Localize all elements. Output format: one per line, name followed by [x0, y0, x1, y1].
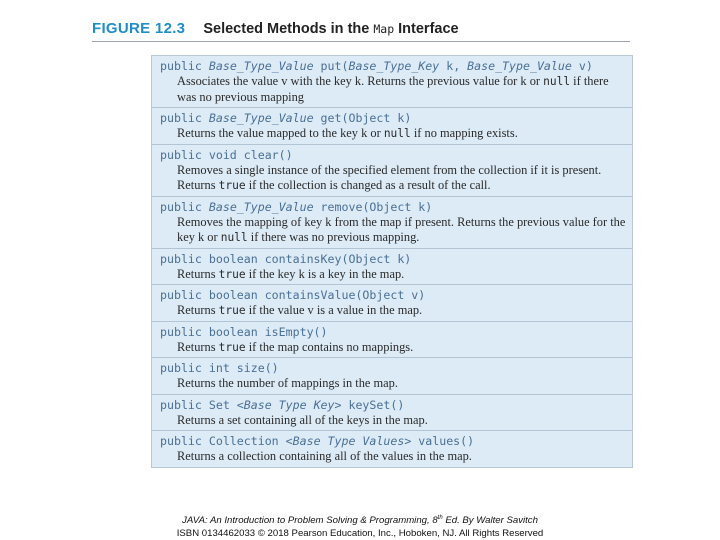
signature-part: public Set <: [160, 397, 244, 412]
signature-part: Base_Type_Key: [348, 59, 440, 73]
description-text: Removes a single instance of the specified element from the collection if it is present. Returns: [177, 162, 602, 192]
method-signature: [160, 361, 626, 376]
method-row: [152, 284, 632, 321]
figure-header: [92, 20, 630, 42]
method-signature: [160, 252, 626, 267]
description-code: null: [383, 127, 411, 140]
description-text: Returns a set containing all of the keys in the map.: [177, 412, 428, 427]
caption-edition-sup: th: [437, 515, 443, 521]
caption-book-title: JAVA: An Introduction to Problem Solving & Programming, 8: [182, 515, 438, 527]
method-description: [160, 413, 626, 429]
method-row: [152, 144, 632, 196]
description-text: Returns: [177, 303, 219, 317]
method-description: [160, 340, 626, 356]
signature-part: v): [571, 59, 593, 73]
slide-caption: [0, 512, 720, 540]
method-row: [152, 107, 632, 144]
signature-part: put(: [313, 59, 349, 73]
description-text: if there was no previous mapping.: [247, 230, 420, 244]
signature-part: public: [160, 199, 209, 214]
signature-part: public boolean containsValue(Object v): [160, 288, 426, 302]
method-signature: [160, 111, 626, 126]
method-signature: [160, 200, 626, 215]
method-signature: [160, 148, 626, 163]
figure-title-code: Map: [373, 22, 395, 36]
signature-part: > values(): [404, 434, 475, 448]
method-signature: [160, 434, 626, 449]
description-text: if there was no previous mapping: [177, 74, 609, 104]
signature-part: Base_Type_Value: [208, 199, 314, 214]
signature-part: public boolean isEmpty(): [160, 324, 328, 339]
method-row: [152, 430, 632, 467]
description-text: if no mapping exists.: [410, 126, 518, 140]
description-code: true: [218, 179, 246, 192]
description-code: true: [218, 267, 246, 281]
description-text: Removes the mapping of key k from the map if present. Returns the previous value for the key k or: [177, 214, 626, 244]
description-code: null: [220, 231, 248, 244]
signature-part: public void clear(): [160, 147, 293, 162]
signature-part: remove(Object k): [313, 199, 433, 214]
method-signature: [160, 59, 626, 74]
description-text: Returns the number of mappings in the map.: [177, 376, 398, 390]
description-code: true: [218, 340, 246, 354]
signature-part: public int size(): [160, 361, 279, 375]
description-text: Returns: [177, 266, 219, 281]
method-row: [152, 248, 632, 285]
method-description: [160, 449, 626, 465]
method-row: [152, 394, 632, 431]
signature-part: Base_Type_Value: [208, 59, 314, 73]
method-signature: [160, 325, 626, 340]
figure-title-post: Interface: [394, 21, 459, 37]
signature-part: Base Type Key: [243, 397, 335, 412]
signature-part: public: [160, 111, 209, 125]
method-description: [160, 126, 626, 142]
method-signature: [160, 288, 626, 303]
description-text: if the map contains no mappings.: [245, 339, 414, 354]
signature-part: public: [160, 59, 209, 73]
method-description: [160, 376, 626, 392]
description-code: true: [218, 304, 246, 317]
description-text: Returns the value mapped to the key k or: [177, 126, 384, 140]
method-row: [152, 196, 632, 248]
method-signature: [160, 398, 626, 413]
caption-edition-rest: Ed. By Walter Savitch: [442, 515, 538, 527]
signature-part: Base_Type_Value: [467, 59, 572, 73]
caption-book-line: [0, 512, 720, 528]
signature-part: Base Type Values: [292, 434, 405, 448]
method-description: [160, 74, 626, 105]
figure-label: FIGURE 12.3: [92, 20, 186, 37]
signature-part: public Collection <: [160, 434, 293, 448]
methods-table: [151, 55, 633, 468]
signature-part: > keySet(): [334, 397, 405, 412]
description-text: Associates the value v with the key k. Returns the previous value for k or: [177, 74, 544, 88]
description-text: Returns: [177, 339, 219, 354]
method-description: [160, 163, 626, 194]
method-description: [160, 303, 626, 319]
caption-isbn-line: ISBN 0134462033 © 2018 Pearson Education, Inc., Hoboken, NJ. All Rights Reserved: [176, 527, 544, 539]
description-text: Returns a collection containing all of the values in the map.: [177, 449, 472, 463]
description-text: if the key k is a key in the map.: [245, 266, 405, 281]
description-code: null: [543, 75, 571, 88]
method-row: [152, 357, 632, 394]
figure-title-pre: Selected Methods in the: [203, 21, 374, 37]
method-description: [160, 215, 626, 246]
signature-part: public boolean containsKey(Object k): [160, 251, 412, 266]
signature-part: Base_Type_Value: [208, 111, 314, 125]
method-row: [152, 56, 632, 107]
signature-part: get(Object k): [313, 111, 412, 125]
method-description: [160, 267, 626, 283]
signature-part: k,: [439, 59, 468, 73]
description-text: if the collection is changed as a result of the call.: [245, 178, 491, 192]
figure-title: [203, 21, 458, 37]
description-text: if the value v is a value in the map.: [245, 303, 423, 317]
method-row: [152, 321, 632, 358]
